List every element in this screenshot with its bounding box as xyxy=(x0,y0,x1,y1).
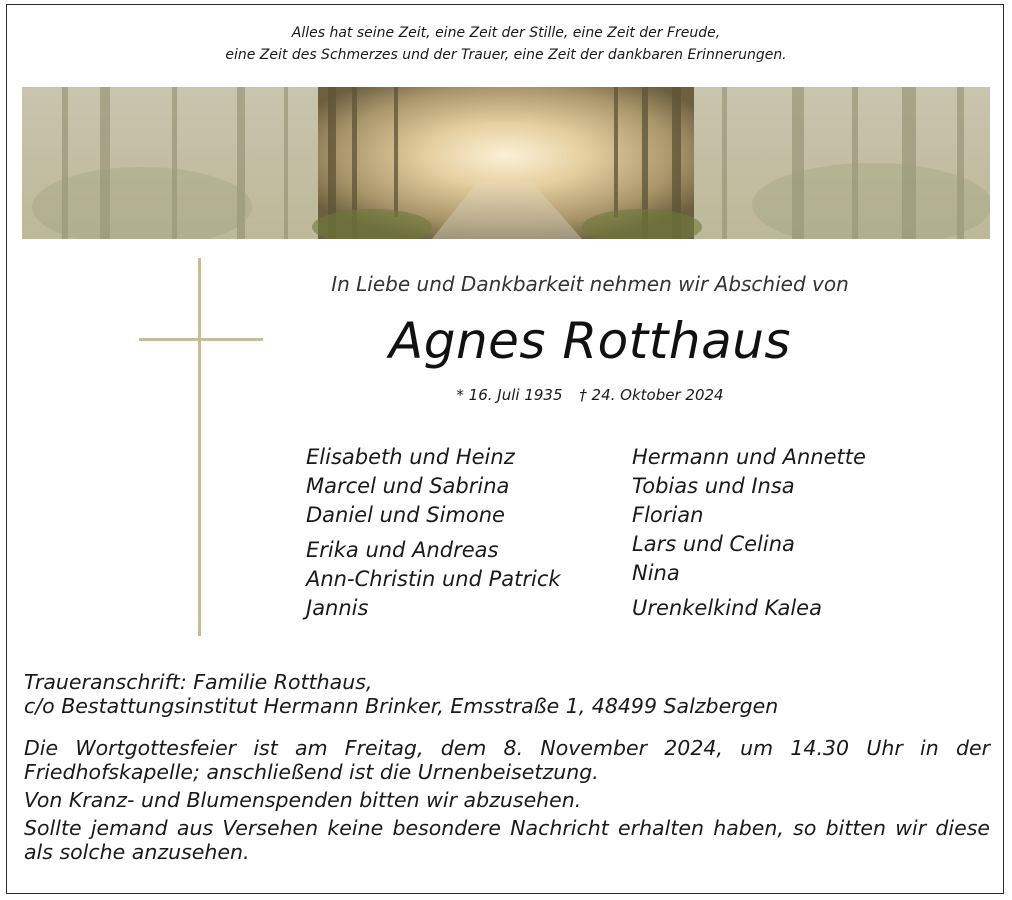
service-note: Die Wortgottesfeier ist am Freitag, dem 8. November 2024, um 14.30 Uhr in der Friedhofskapelle; anschließend ist die Urnenbeisetzung. xyxy=(24,736,990,784)
service-notes xyxy=(24,736,990,868)
memorial-cross-vertical xyxy=(198,258,201,636)
address-line-1: Traueranschrift: Familie Rotthaus, xyxy=(24,670,373,694)
mourner-name: Urenkelkind Kalea xyxy=(632,596,822,620)
mourner-name: Jannis xyxy=(306,596,369,620)
motto-line-1: Alles hat seine Zeit, eine Zeit der Stille, eine Zeit der Freude, xyxy=(291,25,721,41)
mourner-name: Marcel und Sabrina xyxy=(306,474,510,498)
life-dates xyxy=(260,386,920,404)
mourner-name: Daniel und Simone xyxy=(306,503,505,527)
flowers-note: Von Kranz- und Blumenspenden bitten wir abzusehen. xyxy=(24,788,582,812)
mourners-right-column xyxy=(632,443,866,623)
memorial-cross-horizontal xyxy=(139,338,263,341)
mourner-name: Hermann und Annette xyxy=(632,445,866,469)
death-date: † 24. Oktober 2024 xyxy=(579,386,724,404)
mourner-name: Tobias und Insa xyxy=(632,474,795,498)
mourners-left-column xyxy=(306,443,561,623)
forest-banner-image xyxy=(22,87,990,239)
mourner-name: Ann-Christin und Patrick xyxy=(306,567,561,591)
notification-note: Sollte jemand aus Versehen keine besondere Nachricht erhalten haben, so bitten wir diese als solche anzusehen. xyxy=(24,816,990,864)
motto-line-2: eine Zeit des Schmerzes und der Trauer, eine Zeit der dankbaren Erinnerungen. xyxy=(225,47,787,63)
deceased-name: Agnes Rotthaus xyxy=(389,312,791,370)
intro-text: In Liebe und Dankbarkeit nehmen wir Abschied von xyxy=(331,272,849,296)
mourning-address xyxy=(24,670,990,718)
address-line-2: c/o Bestattungsinstitut Hermann Brinker, Emsstraße 1, 48499 Salzbergen xyxy=(24,694,779,718)
mourner-name: Lars und Celina xyxy=(632,532,795,556)
mourner-name: Elisabeth und Heinz xyxy=(306,445,515,469)
mourner-name: Erika und Andreas xyxy=(306,538,499,562)
birth-date: * 16. Juli 1935 xyxy=(456,386,563,404)
mourner-name: Florian xyxy=(632,503,704,527)
mourner-name: Nina xyxy=(632,561,680,585)
motto-verse xyxy=(0,22,1012,66)
